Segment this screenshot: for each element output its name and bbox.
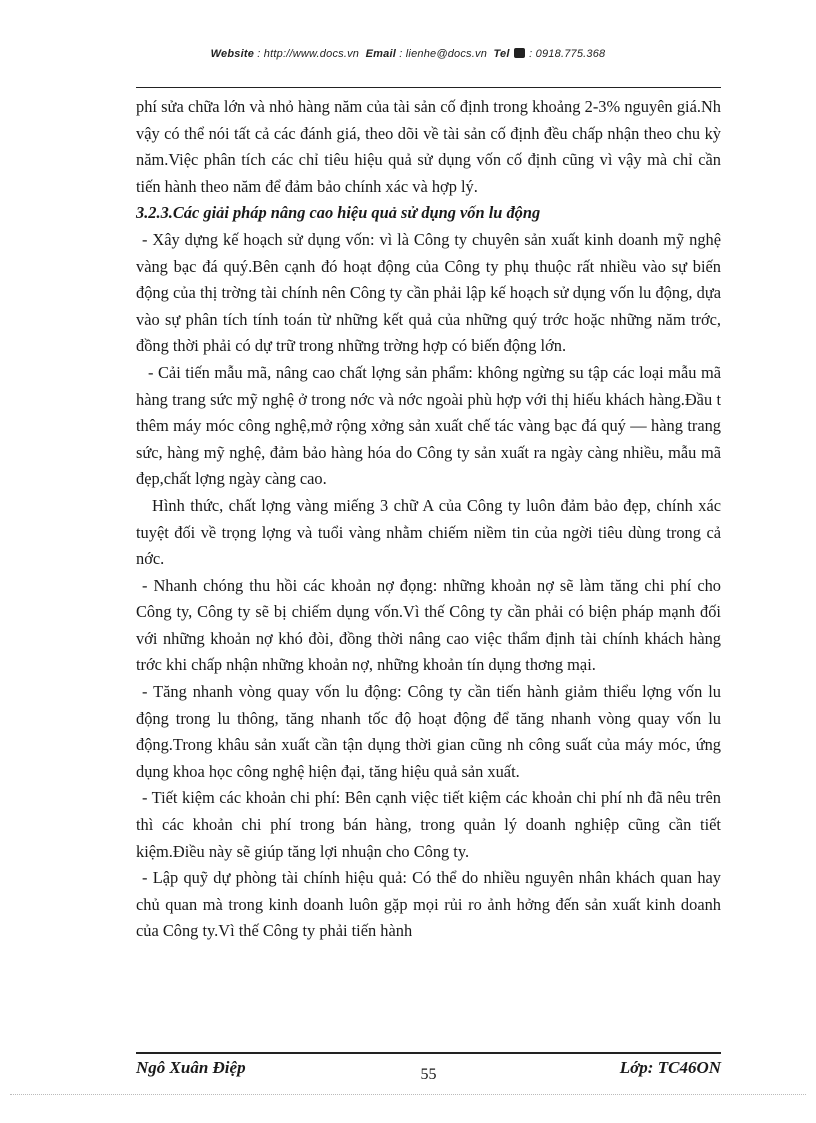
author-name: Ngô Xuân Điệp <box>136 1058 246 1077</box>
paragraph: - Tiết kiệm các khoản chi phí: Bên cạnh việc tiết kiệm các khoản chi phí nh đã nêu trên thì các khoản chi phí trong bán hàng, trong quản lý doanh nghiệp cũng cần tiết kiệm.Điều này sẽ giúp tăng lợi nhuận cho Công ty. <box>136 788 721 861</box>
section-heading: 3.2.3.Các giải pháp nâng cao hiệu quả sử dụng vốn lu động <box>136 203 541 223</box>
page-boundary <box>10 1094 806 1095</box>
header-rule <box>136 87 721 88</box>
email-label: Email <box>365 48 396 60</box>
phone-icon <box>514 48 525 58</box>
tel-number: : 0918.775.368 <box>529 48 606 60</box>
document-body <box>136 94 721 945</box>
paragraph: - Cải tiến mẫu mã, nâng cao chất lợng sản phẩm: không ngừng su tập các loại mẫu mã hàng trang sức mỹ nghệ ở trong nớc và nớc ngoài phù hợp với thị hiếu khách hàng.Đầu t thêm máy móc công nghệ,mở rộng xởng sản xuất chế tác vàng bạc đá quý — hàng trang sức, hàng mỹ nghệ, đảm bảo hàng hóa do Công ty sản xuất ra ngày càng nhiều, mẫu mã đẹp,chất lợng ngày càng cao. <box>136 362 721 489</box>
paragraph: - Nhanh chóng thu hồi các khoản nợ đọng: những khoản nợ sẽ làm tăng chi phí cho Công ty, Công ty sẽ bị chiếm dụng vốn.Vì thế Công ty cần phải có biện pháp mạnh đối với những khoản nợ khó đòi, đồng thời nâng cao việc thẩm định tài chính khách hàng trớc khi chấp nhận những khoản nợ, những khoản tín dụng thơng mại. <box>136 575 721 675</box>
footer-rule <box>136 1052 721 1054</box>
paragraph: Hình thức, chất lợng vàng miếng 3 chữ A của Công ty luôn đảm bảo đẹp, chính xác tuyệt đối về trọng lợng và tuổi vàng nhằm chiếm niềm tin của ngời tiêu dùng trong cả nớc. <box>136 495 721 569</box>
tel-label: Tel <box>493 48 510 60</box>
paragraph: - Lập quỹ dự phòng tài chính hiệu quả: Có thể do nhiều nguyên nhân khách quan hay chủ quan mà trong kinh doanh luôn gặp mọi rủi ro ảnh hởng đến sản xuất kinh doanh của Công ty.Vì thế Công ty phải tiến hành <box>136 868 721 941</box>
class-label: Lớp: TC46ON <box>619 1058 721 1077</box>
paragraph: phí sửa chữa lớn và nhỏ hàng năm của tài sản cố định trong khoảng 2-3% nguyên giá.Nh vậy có thể nói tất cả các đánh giá, theo dõi về tài sản cố định đều chấp nhận theo chu kỳ năm.Việc phân tích các chỉ tiêu hiệu quả sử dụng vốn cố định cũng vì vậy mà chỉ cần tiến hành theo năm để đảm bảo chính xác và hợp lý. <box>136 97 721 196</box>
paragraph: - Xây dựng kế hoạch sử dụng vốn: vì là Công ty chuyên sản xuất kinh doanh mỹ nghệ vàng bạc đá quý.Bên cạnh đó hoạt động của Công ty phụ thuộc rất nhiều vào sự biến động của thị trờng tài chính nên Công ty cần phải lập kế hoạch sử dụng vốn lu động, dựa vào sự phân tích tính toán từ những kết quả của những quý trớc hoặc những năm trớc, đồng thời phải có dự trữ trong những trờng hợp có biến động lớn. <box>136 229 721 356</box>
page-footer <box>136 1058 721 1084</box>
email-address[interactable]: : lienhe@docs.vn <box>399 48 488 60</box>
page-number: 55 <box>420 1066 437 1083</box>
website-label: Website <box>210 48 255 60</box>
website-url[interactable]: : http://www.docs.vn <box>257 48 360 60</box>
paragraph: - Tăng nhanh vòng quay vốn lu động: Công ty cần tiến hành giảm thiểu lợng vốn lu động trong lu thông, tăng nhanh tốc độ hoạt động để tăng nhanh vòng quay vốn lu động.Trong khâu sản xuất cần tận dụng thời gian cũng nh công suất của máy móc, ứng dụng khoa học công nghệ hiện đại, tăng hiệu quả sản xuất. <box>136 682 721 781</box>
page-header <box>0 48 816 60</box>
